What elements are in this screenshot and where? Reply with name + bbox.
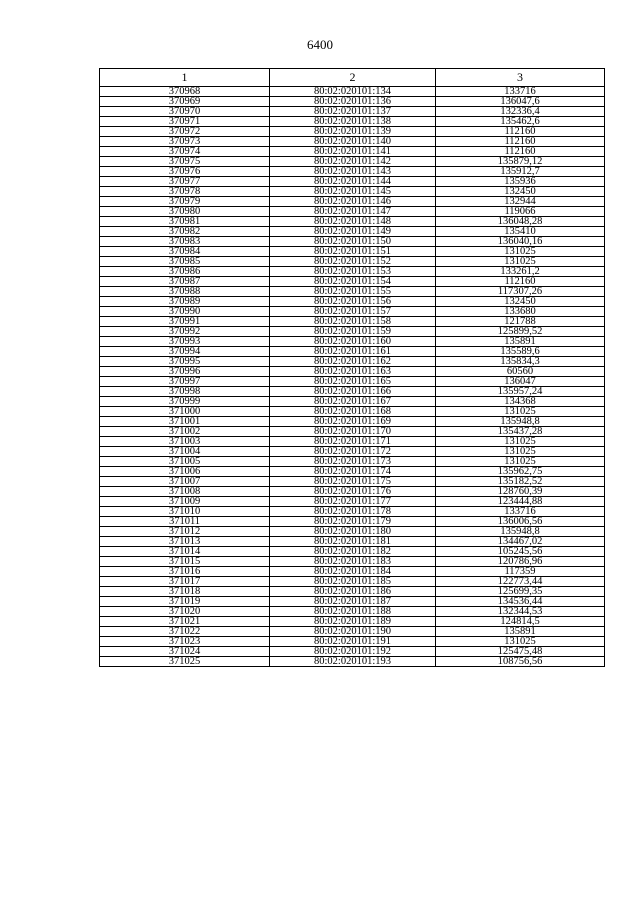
cadastral-number-cell: 80:02:020101:181 (270, 537, 436, 547)
column-header-1: 1 (100, 69, 270, 87)
value-cell: 60560 (436, 367, 605, 377)
row-number-cell: 370986 (100, 267, 270, 277)
row-number-cell: 370987 (100, 277, 270, 287)
cadastral-number-cell: 80:02:020101:139 (270, 127, 436, 137)
value-cell: 120786,96 (436, 557, 605, 567)
row-number-cell: 370992 (100, 327, 270, 337)
row-number-cell: 370989 (100, 297, 270, 307)
cadastral-number-cell: 80:02:020101:163 (270, 367, 436, 377)
value-cell: 112160 (436, 277, 605, 287)
cadastral-number-cell: 80:02:020101:166 (270, 387, 436, 397)
row-number-cell: 370984 (100, 247, 270, 257)
cadastral-number-cell: 80:02:020101:149 (270, 227, 436, 237)
row-number-cell: 371001 (100, 417, 270, 427)
table-row (100, 257, 605, 267)
row-number-cell: 371015 (100, 557, 270, 567)
row-number-cell: 370978 (100, 187, 270, 197)
row-number-cell: 371012 (100, 527, 270, 537)
table-row (100, 137, 605, 147)
table-row (100, 167, 605, 177)
column-header-2: 2 (270, 69, 436, 87)
cadastral-number-cell: 80:02:020101:180 (270, 527, 436, 537)
row-number-cell: 370996 (100, 367, 270, 377)
table-row (100, 517, 605, 527)
table-row (100, 297, 605, 307)
row-number-cell: 371005 (100, 457, 270, 467)
cadastral-number-cell: 80:02:020101:191 (270, 637, 436, 647)
value-cell: 133716 (436, 87, 605, 97)
table-row (100, 377, 605, 387)
table-row (100, 287, 605, 297)
row-number-cell: 371018 (100, 587, 270, 597)
cadastral-number-cell: 80:02:020101:158 (270, 317, 436, 327)
table-row (100, 587, 605, 597)
row-number-cell: 370998 (100, 387, 270, 397)
cadastral-number-cell: 80:02:020101:188 (270, 607, 436, 617)
table-row (100, 157, 605, 167)
cadastral-number-cell: 80:02:020101:159 (270, 327, 436, 337)
cadastral-number-cell: 80:02:020101:160 (270, 337, 436, 347)
value-cell: 136040,16 (436, 237, 605, 247)
cadastral-number-cell: 80:02:020101:184 (270, 567, 436, 577)
table-row (100, 527, 605, 537)
table-row (100, 657, 605, 667)
row-number-cell: 371004 (100, 447, 270, 457)
value-cell: 133680 (436, 307, 605, 317)
table-row (100, 617, 605, 627)
cadastral-number-cell: 80:02:020101:182 (270, 547, 436, 557)
value-cell: 135437,28 (436, 427, 605, 437)
value-cell: 136047 (436, 377, 605, 387)
table-row (100, 437, 605, 447)
value-cell: 135936 (436, 177, 605, 187)
value-cell: 135879,12 (436, 157, 605, 167)
column-header-3: 3 (436, 69, 605, 87)
value-cell: 135957,24 (436, 387, 605, 397)
value-cell: 135891 (436, 337, 605, 347)
row-number-cell: 370988 (100, 287, 270, 297)
value-cell: 122773,44 (436, 577, 605, 587)
row-number-cell: 370971 (100, 117, 270, 127)
table-row (100, 497, 605, 507)
table-row (100, 637, 605, 647)
row-number-cell: 371022 (100, 627, 270, 637)
cadastral-number-cell: 80:02:020101:155 (270, 287, 436, 297)
row-number-cell: 370970 (100, 107, 270, 117)
row-number-cell: 370994 (100, 347, 270, 357)
row-number-cell: 371020 (100, 607, 270, 617)
cadastral-number-cell: 80:02:020101:169 (270, 417, 436, 427)
table-row (100, 327, 605, 337)
cadastral-number-cell: 80:02:020101:189 (270, 617, 436, 627)
cadastral-number-cell: 80:02:020101:141 (270, 147, 436, 157)
value-cell: 105245,56 (436, 547, 605, 557)
table-row (100, 447, 605, 457)
cadastral-number-cell: 80:02:020101:152 (270, 257, 436, 267)
cadastral-number-cell: 80:02:020101:134 (270, 87, 436, 97)
cadastral-number-cell: 80:02:020101:144 (270, 177, 436, 187)
row-number-cell: 370991 (100, 317, 270, 327)
value-cell: 112160 (436, 137, 605, 147)
value-cell: 132450 (436, 297, 605, 307)
value-cell: 133261,2 (436, 267, 605, 277)
cadastral-number-cell: 80:02:020101:172 (270, 447, 436, 457)
row-number-cell: 370997 (100, 377, 270, 387)
table-row (100, 107, 605, 117)
value-cell: 119066 (436, 207, 605, 217)
cadastral-number-cell: 80:02:020101:190 (270, 627, 436, 637)
value-cell: 133716 (436, 507, 605, 517)
row-number-cell: 370979 (100, 197, 270, 207)
row-number-cell: 371009 (100, 497, 270, 507)
cadastral-number-cell: 80:02:020101:153 (270, 267, 436, 277)
page-number: 6400 (307, 37, 333, 52)
cadastral-number-cell: 80:02:020101:137 (270, 107, 436, 117)
row-number-cell: 370995 (100, 357, 270, 367)
row-number-cell: 371007 (100, 477, 270, 487)
cadastral-number-cell: 80:02:020101:150 (270, 237, 436, 247)
cadastral-number-cell: 80:02:020101:185 (270, 577, 436, 587)
value-cell: 135891 (436, 627, 605, 637)
row-number-cell: 370968 (100, 87, 270, 97)
value-cell: 134368 (436, 397, 605, 407)
row-number-cell: 370969 (100, 97, 270, 107)
table-row (100, 187, 605, 197)
cadastral-number-cell: 80:02:020101:183 (270, 557, 436, 567)
row-number-cell: 370993 (100, 337, 270, 347)
value-cell: 131025 (436, 407, 605, 417)
value-cell: 131025 (436, 447, 605, 457)
table-row (100, 307, 605, 317)
value-cell: 134536,44 (436, 597, 605, 607)
cadastral-number-cell: 80:02:020101:167 (270, 397, 436, 407)
cadastral-number-cell: 80:02:020101:143 (270, 167, 436, 177)
value-cell: 132450 (436, 187, 605, 197)
value-cell: 125475,48 (436, 647, 605, 657)
value-cell: 125699,35 (436, 587, 605, 597)
cadastral-number-cell: 80:02:020101:154 (270, 277, 436, 287)
cadastral-number-cell: 80:02:020101:142 (270, 157, 436, 167)
value-cell: 128760,39 (436, 487, 605, 497)
row-number-cell: 370999 (100, 397, 270, 407)
table-row (100, 177, 605, 187)
cadastral-number-cell: 80:02:020101:187 (270, 597, 436, 607)
table-row (100, 277, 605, 287)
table-row (100, 407, 605, 417)
table-row (100, 487, 605, 497)
table-row (100, 507, 605, 517)
row-number-cell: 370973 (100, 137, 270, 147)
value-cell: 135834,3 (436, 357, 605, 367)
cadastral-number-cell: 80:02:020101:173 (270, 457, 436, 467)
row-number-cell: 370985 (100, 257, 270, 267)
cadastral-number-cell: 80:02:020101:168 (270, 407, 436, 417)
row-number-cell: 371021 (100, 617, 270, 627)
row-number-cell: 371024 (100, 647, 270, 657)
table-row (100, 367, 605, 377)
row-number-cell: 371010 (100, 507, 270, 517)
cadastral-number-cell: 80:02:020101:138 (270, 117, 436, 127)
row-number-cell: 371017 (100, 577, 270, 587)
table-row (100, 207, 605, 217)
table-row (100, 97, 605, 107)
table-row (100, 427, 605, 437)
table-row (100, 597, 605, 607)
table-row (100, 607, 605, 617)
cadastral-number-cell: 80:02:020101:170 (270, 427, 436, 437)
table-row (100, 537, 605, 547)
cadastral-number-cell: 80:02:020101:148 (270, 217, 436, 227)
table-row (100, 577, 605, 587)
row-number-cell: 371003 (100, 437, 270, 447)
row-number-cell: 371002 (100, 427, 270, 437)
row-number-cell: 371025 (100, 657, 270, 667)
row-number-cell: 370982 (100, 227, 270, 237)
table-row (100, 347, 605, 357)
table-row (100, 237, 605, 247)
value-cell: 135410 (436, 227, 605, 237)
cadastral-number-cell: 80:02:020101:174 (270, 467, 436, 477)
cadastral-number-cell: 80:02:020101:193 (270, 657, 436, 667)
table-row (100, 467, 605, 477)
table-row (100, 647, 605, 657)
cadastral-number-cell: 80:02:020101:165 (270, 377, 436, 387)
value-cell: 117307,26 (436, 287, 605, 297)
table-row (100, 217, 605, 227)
cadastral-number-cell: 80:02:020101:156 (270, 297, 436, 307)
value-cell: 112160 (436, 147, 605, 157)
cadastral-number-cell: 80:02:020101:179 (270, 517, 436, 527)
value-cell: 132336,4 (436, 107, 605, 117)
table-row (100, 197, 605, 207)
row-number-cell: 371013 (100, 537, 270, 547)
table-row (100, 457, 605, 467)
value-cell: 135182,52 (436, 477, 605, 487)
row-number-cell: 370980 (100, 207, 270, 217)
cadastral-number-cell: 80:02:020101:145 (270, 187, 436, 197)
value-cell: 132944 (436, 197, 605, 207)
row-number-cell: 371014 (100, 547, 270, 557)
value-cell: 108756,56 (436, 657, 605, 667)
value-cell: 131025 (436, 257, 605, 267)
row-number-cell: 370976 (100, 167, 270, 177)
row-number-cell: 370972 (100, 127, 270, 137)
table-row (100, 267, 605, 277)
table-row (100, 547, 605, 557)
value-cell: 124814,5 (436, 617, 605, 627)
data-table (99, 68, 605, 667)
cadastral-number-cell: 80:02:020101:171 (270, 437, 436, 447)
value-cell: 135948,8 (436, 527, 605, 537)
cadastral-number-cell: 80:02:020101:178 (270, 507, 436, 517)
cadastral-number-cell: 80:02:020101:157 (270, 307, 436, 317)
cadastral-number-cell: 80:02:020101:192 (270, 647, 436, 657)
row-number-cell: 370974 (100, 147, 270, 157)
cadastral-number-cell: 80:02:020101:146 (270, 197, 436, 207)
value-cell: 117359 (436, 567, 605, 577)
row-number-cell: 370983 (100, 237, 270, 247)
value-cell: 136048,28 (436, 217, 605, 227)
table-row (100, 397, 605, 407)
row-number-cell: 370977 (100, 177, 270, 187)
cadastral-number-cell: 80:02:020101:136 (270, 97, 436, 107)
cadastral-number-cell: 80:02:020101:151 (270, 247, 436, 257)
cadastral-number-cell: 80:02:020101:162 (270, 357, 436, 367)
value-cell: 131025 (436, 437, 605, 447)
value-cell: 125899,52 (436, 327, 605, 337)
table-row (100, 147, 605, 157)
table-row (100, 227, 605, 237)
row-number-cell: 370990 (100, 307, 270, 317)
value-cell: 135948,8 (436, 417, 605, 427)
row-number-cell: 370975 (100, 157, 270, 167)
table-body (100, 87, 605, 667)
table-row (100, 627, 605, 637)
value-cell: 134467,02 (436, 537, 605, 547)
cadastral-number-cell: 80:02:020101:176 (270, 487, 436, 497)
row-number-cell: 371019 (100, 597, 270, 607)
value-cell: 136047,6 (436, 97, 605, 107)
table-row (100, 477, 605, 487)
value-cell: 135589,6 (436, 347, 605, 357)
row-number-cell: 371011 (100, 517, 270, 527)
row-number-cell: 371023 (100, 637, 270, 647)
table-row (100, 357, 605, 367)
table-row (100, 557, 605, 567)
table-row (100, 87, 605, 97)
value-cell: 131025 (436, 457, 605, 467)
value-cell: 136006,56 (436, 517, 605, 527)
table-row (100, 317, 605, 327)
row-number-cell: 371008 (100, 487, 270, 497)
value-cell: 131025 (436, 247, 605, 257)
table-row (100, 567, 605, 577)
value-cell: 135912,7 (436, 167, 605, 177)
row-number-cell: 371016 (100, 567, 270, 577)
cadastral-number-cell: 80:02:020101:186 (270, 587, 436, 597)
value-cell: 132344,53 (436, 607, 605, 617)
table-row (100, 337, 605, 347)
cadastral-number-cell: 80:02:020101:147 (270, 207, 436, 217)
value-cell: 121788 (436, 317, 605, 327)
value-cell: 112160 (436, 127, 605, 137)
value-cell: 131025 (436, 637, 605, 647)
row-number-cell: 370981 (100, 217, 270, 227)
table-header-row (100, 69, 605, 87)
value-cell: 135962,75 (436, 467, 605, 477)
cadastral-number-cell: 80:02:020101:175 (270, 477, 436, 487)
table-row (100, 117, 605, 127)
cadastral-number-cell: 80:02:020101:161 (270, 347, 436, 357)
value-cell: 135462,6 (436, 117, 605, 127)
value-cell: 123444,88 (436, 497, 605, 507)
cadastral-number-cell: 80:02:020101:140 (270, 137, 436, 147)
table-row (100, 387, 605, 397)
table-row (100, 417, 605, 427)
table-row (100, 247, 605, 257)
cadastral-number-cell: 80:02:020101:177 (270, 497, 436, 507)
row-number-cell: 371000 (100, 407, 270, 417)
table-row (100, 127, 605, 137)
row-number-cell: 371006 (100, 467, 270, 477)
